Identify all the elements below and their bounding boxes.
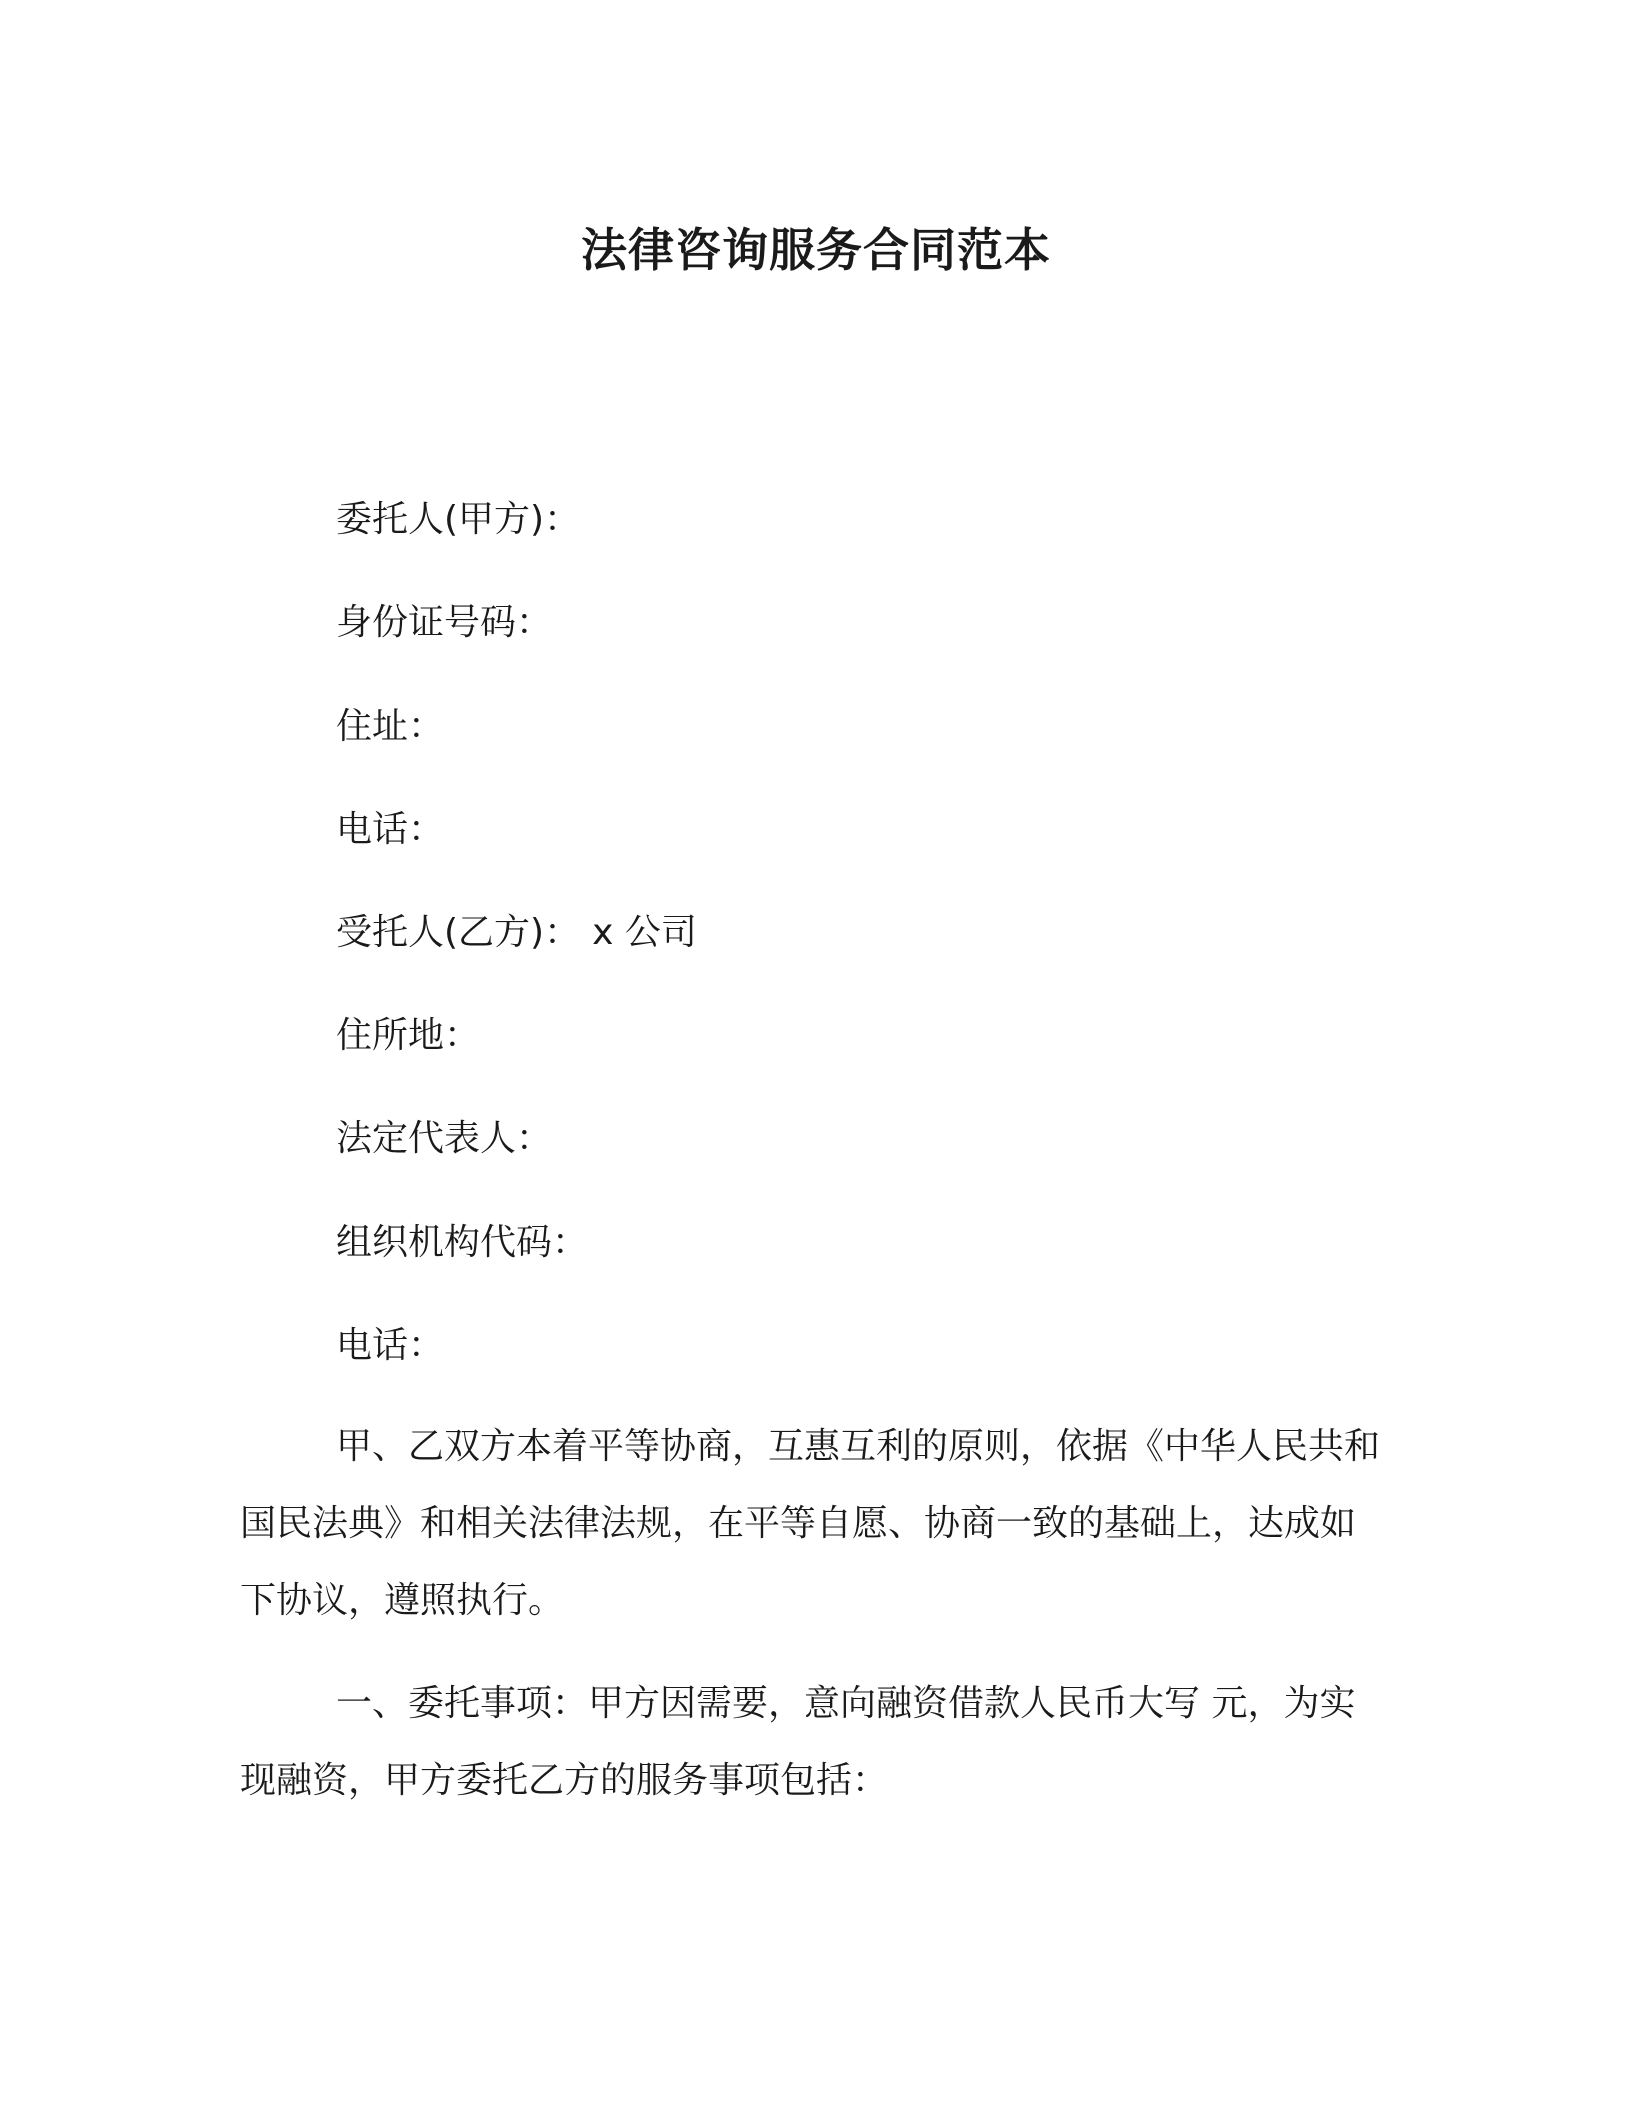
party-a-id-label: 身份证号码： — [336, 602, 553, 643]
party-a-phone-label: 电话： — [336, 809, 445, 850]
party-a-phone-field — [336, 805, 444, 855]
party-a-id-field — [336, 598, 552, 648]
party-b-address-field — [336, 1011, 480, 1061]
party-b-legal-rep-label: 法定代表人： — [336, 1118, 553, 1159]
party-b-legal-rep-field — [336, 1114, 552, 1164]
party-b-address-label: 住所地： — [336, 1015, 481, 1056]
party-b-org-code-field — [336, 1218, 588, 1268]
party-a-address-label: 住址： — [336, 706, 445, 747]
clause-1-paragraph: 一、委托事项：甲方因需要，意向融资借款人民币大写 元，为实现融资，甲方委托乙方的服务事项包括： — [240, 1683, 1356, 1801]
party-a-address-field — [336, 702, 444, 752]
party-a-name-label: 委托人(甲方)： — [336, 499, 581, 540]
preamble-paragraph: 甲、乙双方本着平等协商，互惠互利的原则，依据《中华人民共和国民法典》和相关法律法规，在平等自愿、协商一致的基础上，达成如下协议，遵照执行。 — [240, 1426, 1381, 1621]
party-b-name-field — [336, 908, 697, 958]
party-b-name-label: 受托人(乙方)： — [336, 912, 581, 953]
party-a-name-field — [336, 495, 580, 545]
party-b-phone-label: 电话： — [336, 1325, 445, 1366]
document-title: 法律咨询服务合同范本 — [581, 223, 1051, 277]
party-b-name-value: x 公司 — [592, 912, 697, 953]
party-b-phone-field — [336, 1321, 444, 1371]
party-b-org-code-label: 组织机构代码： — [336, 1222, 589, 1263]
